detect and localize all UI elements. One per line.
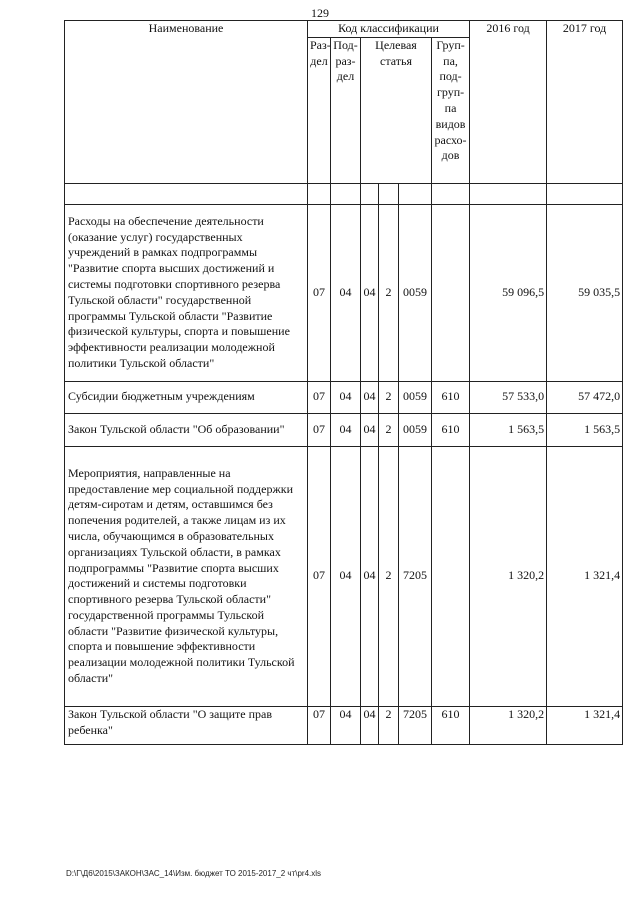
budget-table (64, 20, 623, 745)
header-code: Код классификации (308, 21, 470, 38)
row-section: 07 (308, 381, 331, 413)
header-target-article: Целевая статья (361, 37, 432, 183)
table-row (65, 446, 623, 706)
header-year-2016: 2016 год (470, 21, 547, 184)
row-subsection: 04 (331, 204, 361, 381)
row-2017-value: 59 035,5 (547, 204, 623, 381)
row-name: Закон Тульской области "Об образовании" (65, 413, 308, 446)
table-header-row (65, 21, 623, 38)
row-target-direction: 7205 (399, 706, 432, 744)
row-expense-group: 610 (432, 381, 470, 413)
row-name: Субсидии бюджетным учреждениям (65, 381, 308, 413)
row-target-direction: 0059 (399, 204, 432, 381)
row-expense-group (432, 204, 470, 381)
row-2016-value: 1 320,2 (470, 446, 547, 706)
row-subsection: 04 (331, 706, 361, 744)
row-target-program: 04 (361, 204, 379, 381)
row-name: Мероприятия, направленные на предоставление мер социальной поддержки детям-сиротам и детям, оставшимся без попечения родителей, а также лицам из их числа, обучающимся в образовательных организациях Тульской области, в рамках подпрограммы "Развитие спорта высших достижений и системы подготовки спортивного резерва Тульской области" государственной программы Тульской области "Развитие физической культуры, спорта и повышение эффективности реализации молодежной политики Тульской области" (65, 446, 308, 706)
header-section: Раз-дел (308, 37, 331, 183)
row-expense-group (432, 446, 470, 706)
row-section: 07 (308, 706, 331, 744)
row-2017-value: 1 321,4 (547, 446, 623, 706)
table-row (65, 204, 623, 381)
row-target-program: 04 (361, 706, 379, 744)
row-2016-value: 59 096,5 (470, 204, 547, 381)
row-target-subprogram: 2 (379, 413, 399, 446)
header-year-2017: 2017 год (547, 21, 623, 184)
row-section: 07 (308, 204, 331, 381)
row-target-program: 04 (361, 446, 379, 706)
row-section: 07 (308, 413, 331, 446)
row-target-subprogram: 2 (379, 706, 399, 744)
row-2017-value: 57 472,0 (547, 381, 623, 413)
row-target-subprogram: 2 (379, 204, 399, 381)
row-2016-value: 1 320,2 (470, 706, 547, 744)
spacer-row (65, 183, 623, 204)
table-row (65, 381, 623, 413)
row-target-direction: 0059 (399, 381, 432, 413)
row-target-subprogram: 2 (379, 381, 399, 413)
row-subsection: 04 (331, 381, 361, 413)
row-target-program: 04 (361, 413, 379, 446)
table-row (65, 706, 623, 744)
row-target-direction: 0059 (399, 413, 432, 446)
row-target-subprogram: 2 (379, 446, 399, 706)
row-name: Закон Тульской области "О защите прав ребенка" (65, 706, 308, 744)
row-expense-group: 610 (432, 706, 470, 744)
row-expense-group: 610 (432, 413, 470, 446)
row-subsection: 04 (331, 446, 361, 706)
row-target-direction: 7205 (399, 446, 432, 706)
file-path-footer: D:\Г\Д6\2015\ЗАКОН\ЗАС_14\Изм. бюджет ТО 2015-2017_2 чт\pr4.xls (66, 869, 322, 878)
row-2017-value: 1 563,5 (547, 413, 623, 446)
page-number: 129 (311, 6, 329, 20)
row-section: 07 (308, 446, 331, 706)
header-name: Наименование (65, 21, 308, 184)
row-2016-value: 57 533,0 (470, 381, 547, 413)
row-subsection: 04 (331, 413, 361, 446)
row-2017-value: 1 321,4 (547, 706, 623, 744)
row-target-program: 04 (361, 381, 379, 413)
row-2016-value: 1 563,5 (470, 413, 547, 446)
header-subsection: Под-раз-дел (331, 37, 361, 183)
row-name: Расходы на обеспечение деятельности (оказание услуг) государственных учреждений в рамках подпрограммы "Развитие спорта высших достижений и системы подготовки спортивного резерва Тульской области" государственной программы Тульской области "Развитие физической культуры, спорта и повышение эффективности реализации молодежной политики Тульской области" (65, 204, 308, 381)
table-row (65, 413, 623, 446)
header-expense-group: Груп-па, под-груп-па видов расхо-дов (432, 37, 470, 183)
